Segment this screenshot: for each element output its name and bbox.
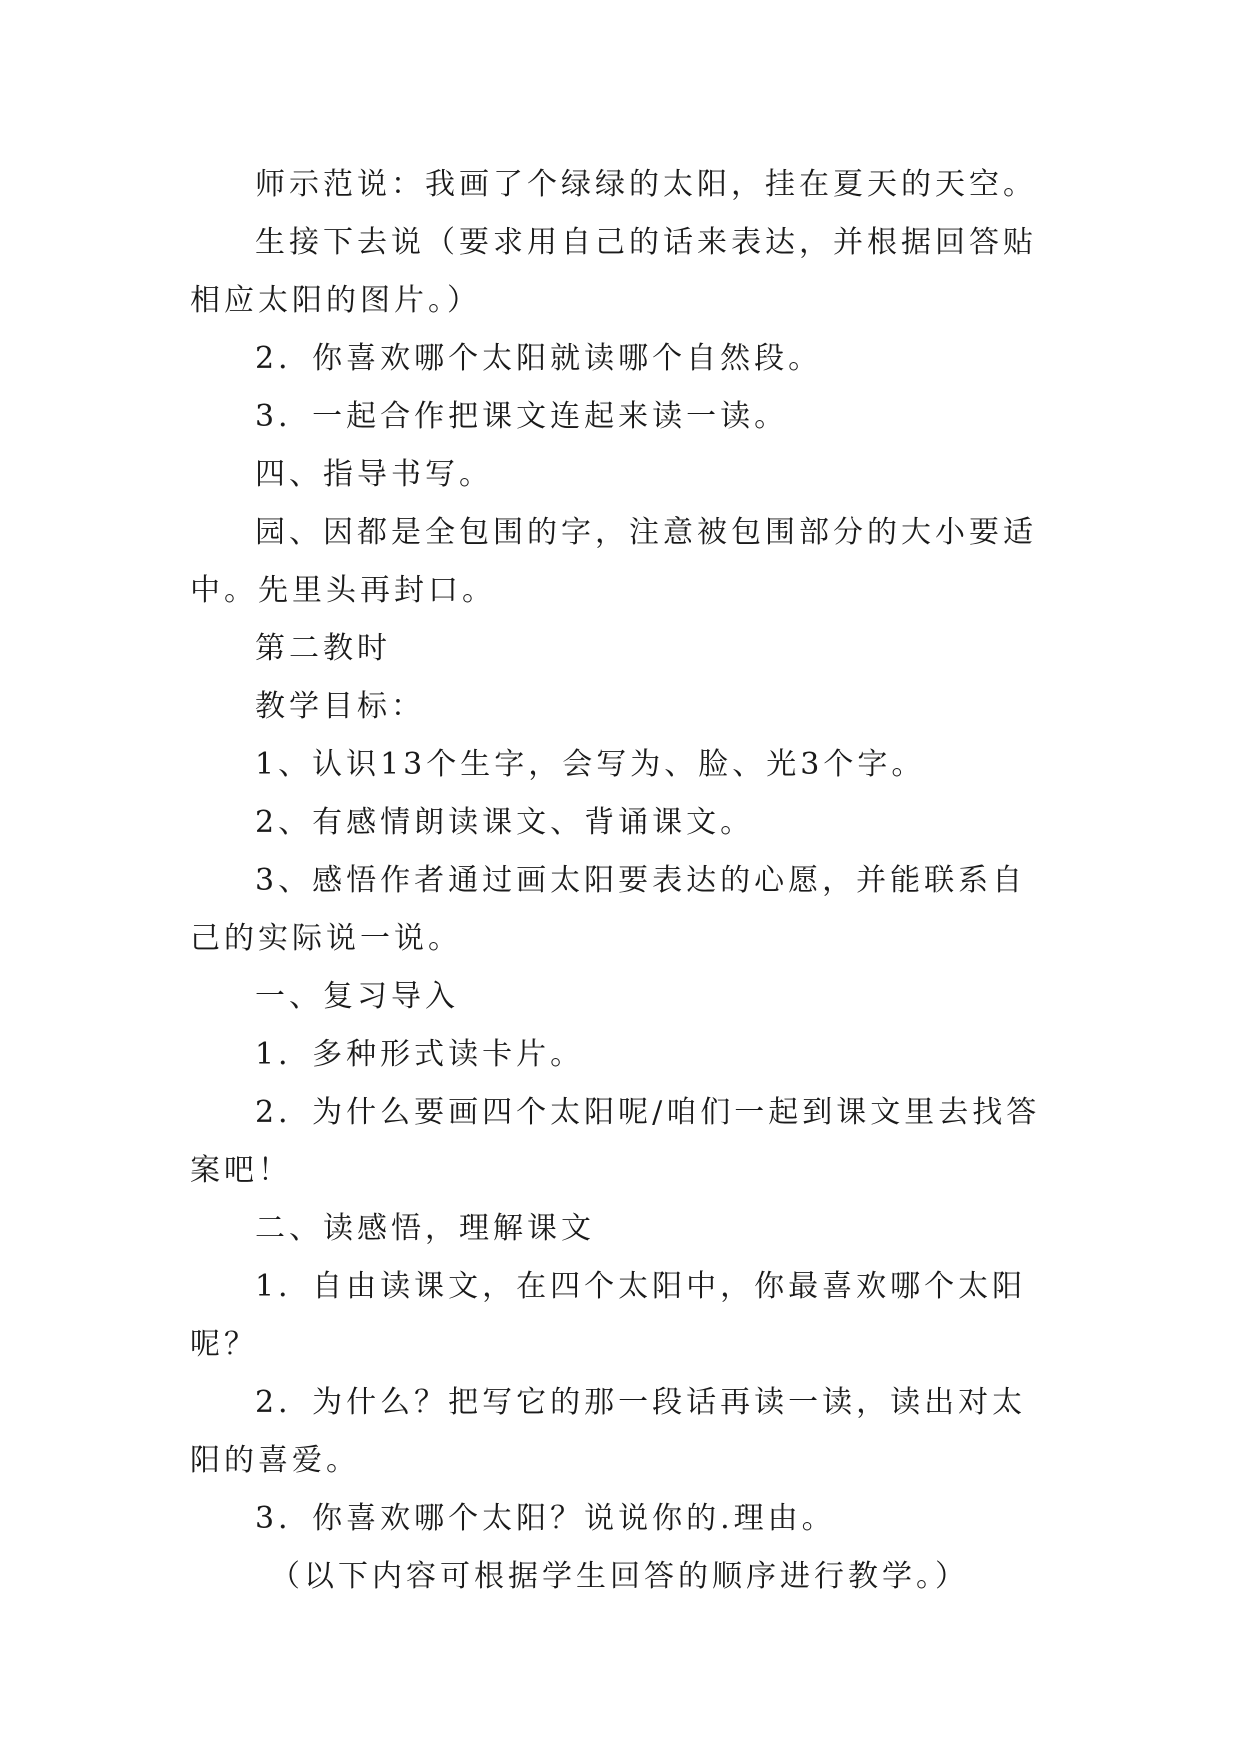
section-heading: 二、读感悟，理解课文 bbox=[255, 1211, 595, 1246]
paragraph: 师示范说：我画了个绿绿的太阳，挂在夏天的天空。 bbox=[255, 167, 1037, 202]
section-heading: 教学目标： bbox=[255, 689, 425, 724]
section-heading: 一、复习导入 bbox=[255, 979, 459, 1014]
list-item: 3、感悟作者通过画太阳要表达的心愿，并能联系自己的实际说一说。 bbox=[190, 863, 1027, 956]
list-item: 1．自由读课文，在四个太阳中，你最喜欢哪个太阳呢？ bbox=[190, 1269, 1027, 1362]
paragraph-note: （以下内容可根据学生回答的顺序进行教学。） bbox=[270, 1559, 969, 1594]
document-body bbox=[190, 156, 1060, 1606]
list-item: 1、认识13个生字，会写为、脸、光3个字。 bbox=[255, 747, 926, 782]
list-item: 1．多种形式读卡片。 bbox=[255, 1037, 585, 1072]
paragraph: 生接下去说（要求用自己的话来表达，并根据回答贴相应太阳的图片。） bbox=[190, 225, 1037, 318]
section-heading: 第二教时 bbox=[255, 631, 391, 666]
list-item: 2．为什么要画四个太阳呢/咱们一起到课文里去找答案吧！ bbox=[190, 1095, 1041, 1188]
paragraph: 2．你喜欢哪个太阳就读哪个自然段。 bbox=[255, 341, 823, 376]
list-item: 2、有感情朗读课文、背诵课文。 bbox=[255, 805, 755, 840]
paragraph: 园、因都是全包围的字，注意被包围部分的大小要适中。先里头再封口。 bbox=[190, 515, 1037, 608]
section-heading: 四、指导书写。 bbox=[255, 457, 493, 492]
list-item: 3．你喜欢哪个太阳？说说你的.理由。 bbox=[255, 1501, 836, 1536]
paragraph: 3．一起合作把课文连起来读一读。 bbox=[255, 399, 789, 434]
list-item: 2．为什么？把写它的那一段话再读一读，读出对太阳的喜爱。 bbox=[190, 1385, 1027, 1478]
